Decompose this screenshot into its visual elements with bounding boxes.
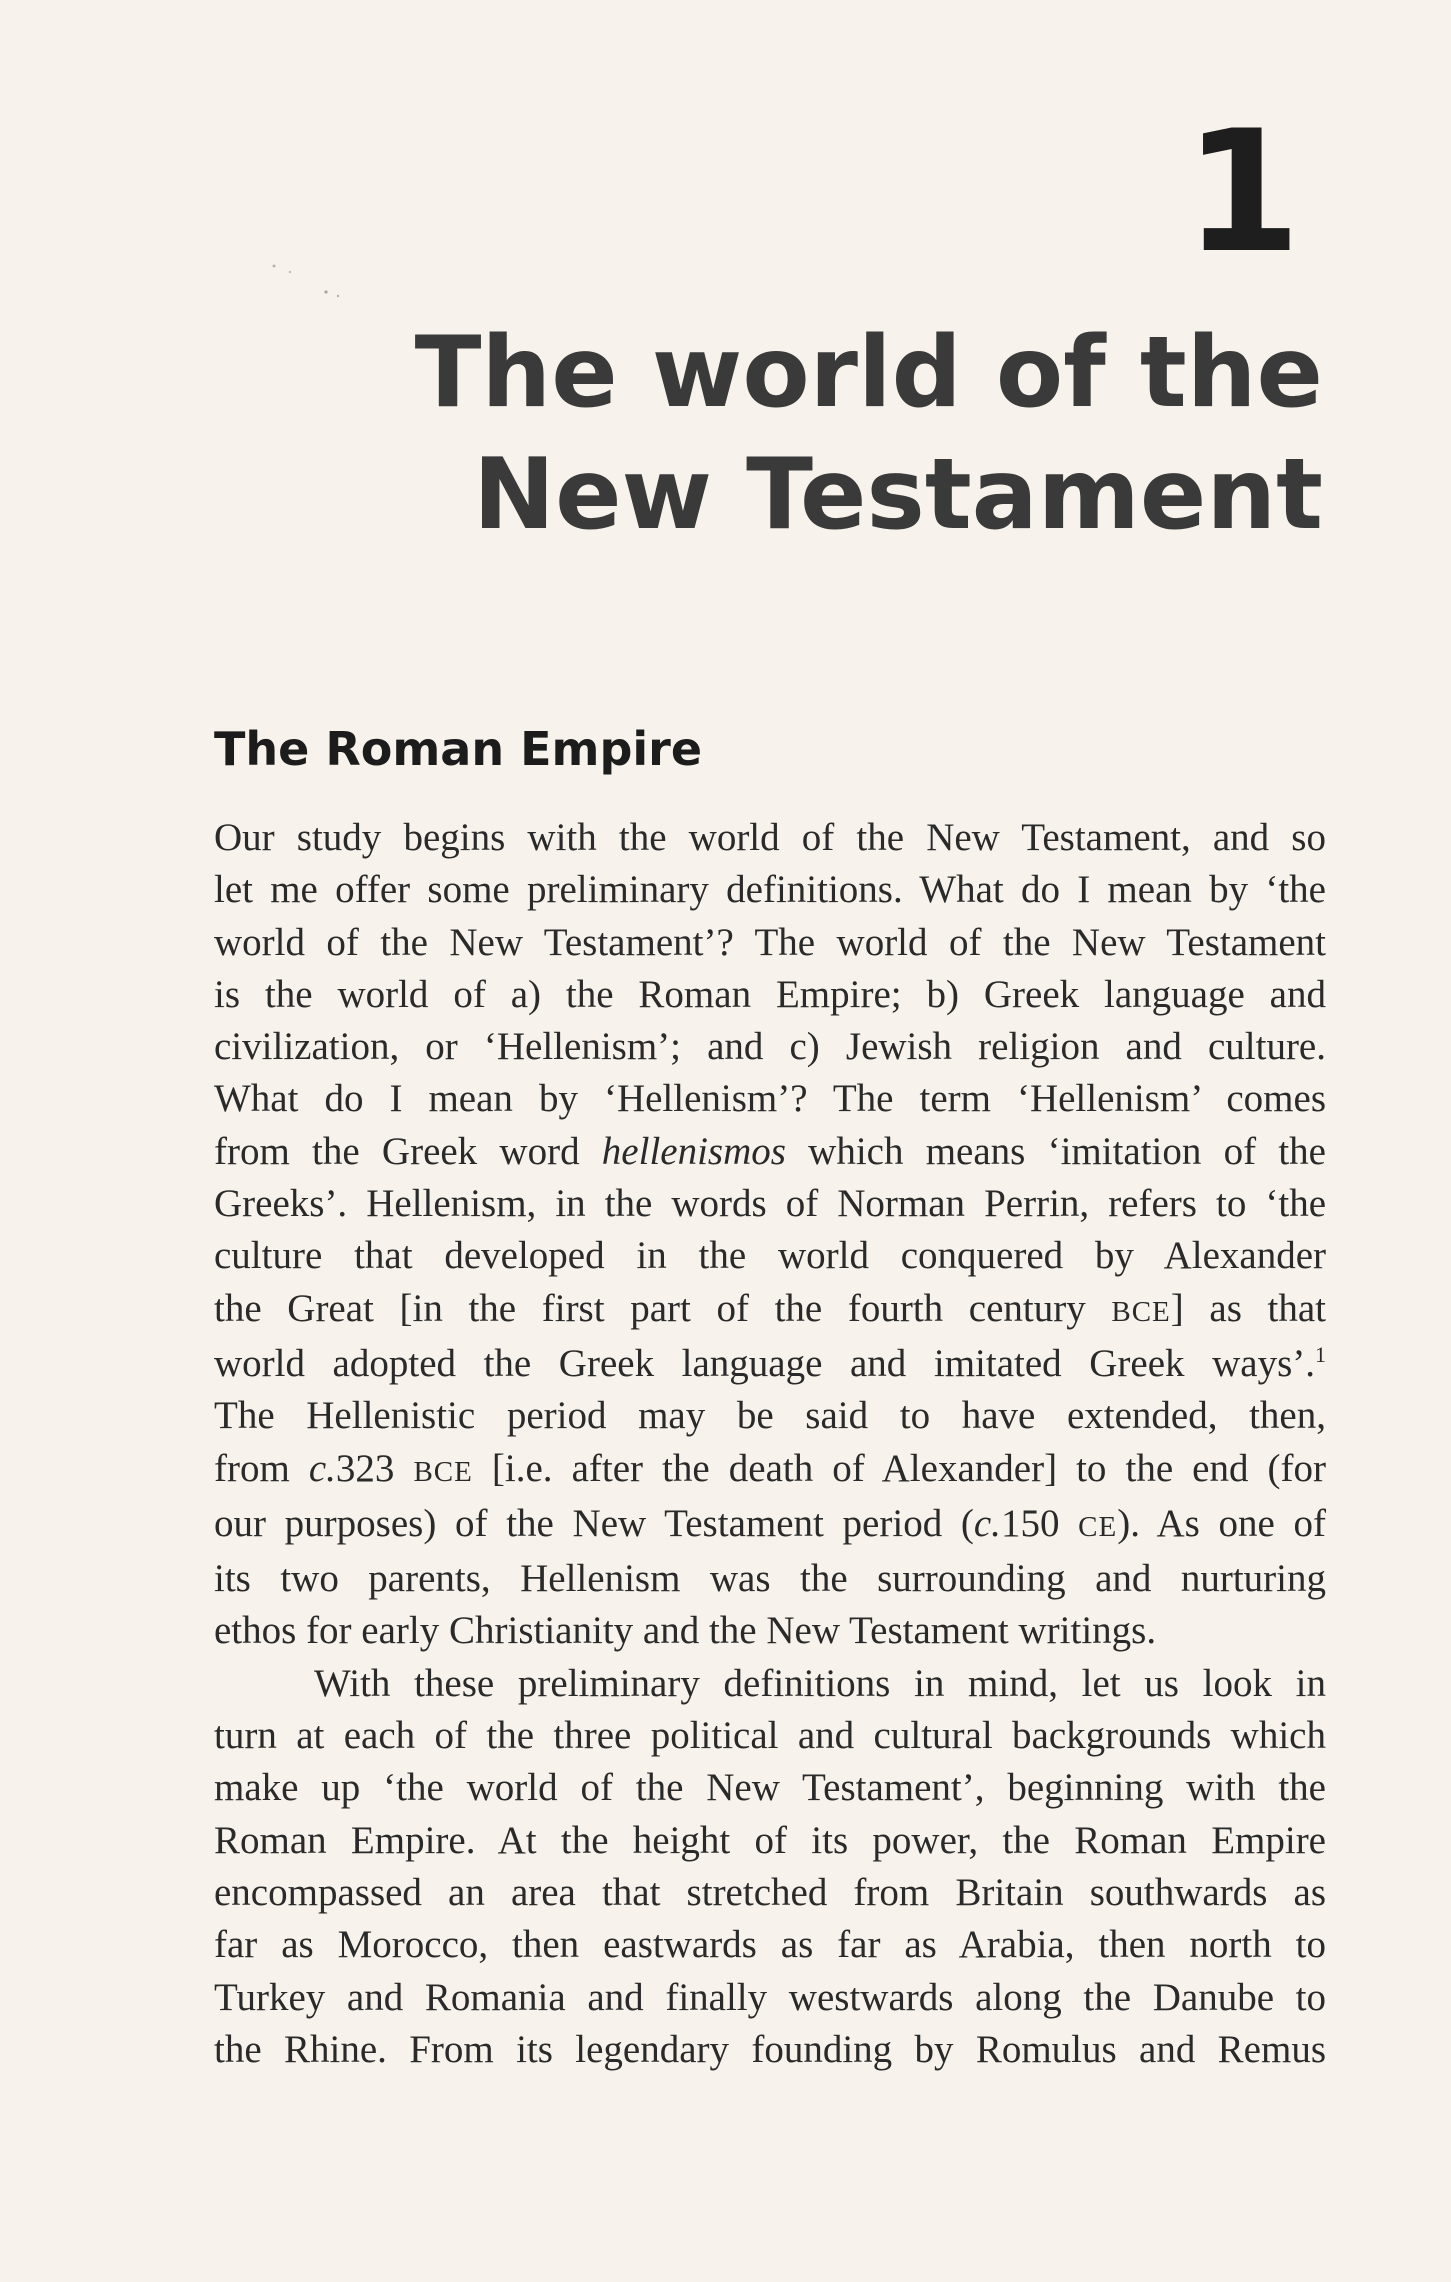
section-heading: The Roman Empire [214,722,703,776]
italic-abbrev: c. [973,1501,1001,1545]
text-line [214,1126,1326,1178]
text-line: let me offer some preliminary definitions. What do I mean by ‘the [214,868,1326,912]
text-line: Greeks’. Hellenism, in the words of Norman Perrin, refers to ‘the [214,1182,1326,1226]
text-run: 150 [1000,1501,1079,1545]
text-run: from [214,1446,309,1490]
body-text [214,812,1326,2076]
text-line: Roman Empire. At the height of its power, the Roman Empire [214,1818,1326,1862]
chapter-title [323,312,1323,556]
scan-speck [268,262,358,302]
text-run: [i.e. after the death of Alexander] to the end (for [472,1446,1326,1490]
text-line: world of the New Testament’? The world of the New Testament [214,920,1326,964]
text-run: ] as that [1170,1286,1326,1330]
text-run: our purposes) of the New Testament period ( [214,1501,974,1545]
text-line: encompassed an area that stretched from Britain southwards as [214,1870,1326,1914]
text-line: far as Morocco, then eastwards as far as Arabia, then north to [214,1923,1326,1967]
text-line [214,1283,1326,1338]
text-line: the Rhine. From its legendary founding by Romulus and Remus [214,2027,1326,2071]
text-line: culture that developed in the world conquered by Alexander [214,1234,1326,1278]
text-line: turn at each of the three political and cultural backgrounds which [214,1714,1326,1758]
small-caps-era: BCE [1111,1295,1171,1328]
text-line [214,1338,1326,1390]
chapter-number: 1 [1184,94,1301,290]
small-caps-era: BCE [413,1455,473,1488]
chapter-title-line-2: New Testament [473,438,1323,552]
text-line: ethos for early Christianity and the New Testament writings. [214,1609,1157,1653]
text-line: What do I mean by ‘Hellenism’? The term ‘Hellenism’ comes [214,1077,1326,1121]
text-line: Our study begins with the world of the New Testament, and so [214,816,1326,859]
text-run: the Great [in the first part of the fourth century [214,1286,1112,1330]
text-line: make up ‘the world of the New Testament’, beginning with the [214,1766,1326,1810]
text-line: civilization, or ‘Hellenism’; and c) Jewish religion and culture. [214,1025,1326,1069]
text-line: its two parents, Hellenism was the surrounding and nurturing [214,1557,1326,1601]
text-run: 323 [335,1446,414,1490]
italic-abbrev: c. [308,1446,336,1490]
text-line: With these preliminary definitions in mind, let us look in [314,1661,1326,1705]
text-line [214,1498,1326,1553]
chapter-title-line-1: The world of the [414,316,1323,430]
italic-term: hellenismos [601,1129,786,1173]
small-caps-era: CE [1078,1510,1118,1543]
text-line: Turkey and Romania and finally westwards along the Danube to [214,1975,1326,2019]
footnote-marker[interactable]: 1 [1315,1341,1326,1367]
text-run: which means ‘imitation of the [785,1129,1326,1173]
text-run: world adopted the Greek language and imitated Greek ways’. [214,1341,1315,1385]
text-run: from the Greek word [214,1129,602,1173]
text-line: The Hellenistic period may be said to have extended, then, [214,1394,1326,1438]
text-line: is the world of a) the Roman Empire; b) Greek language and [214,972,1326,1016]
text-line [214,1443,1326,1498]
text-run: ). As one of [1117,1501,1327,1545]
